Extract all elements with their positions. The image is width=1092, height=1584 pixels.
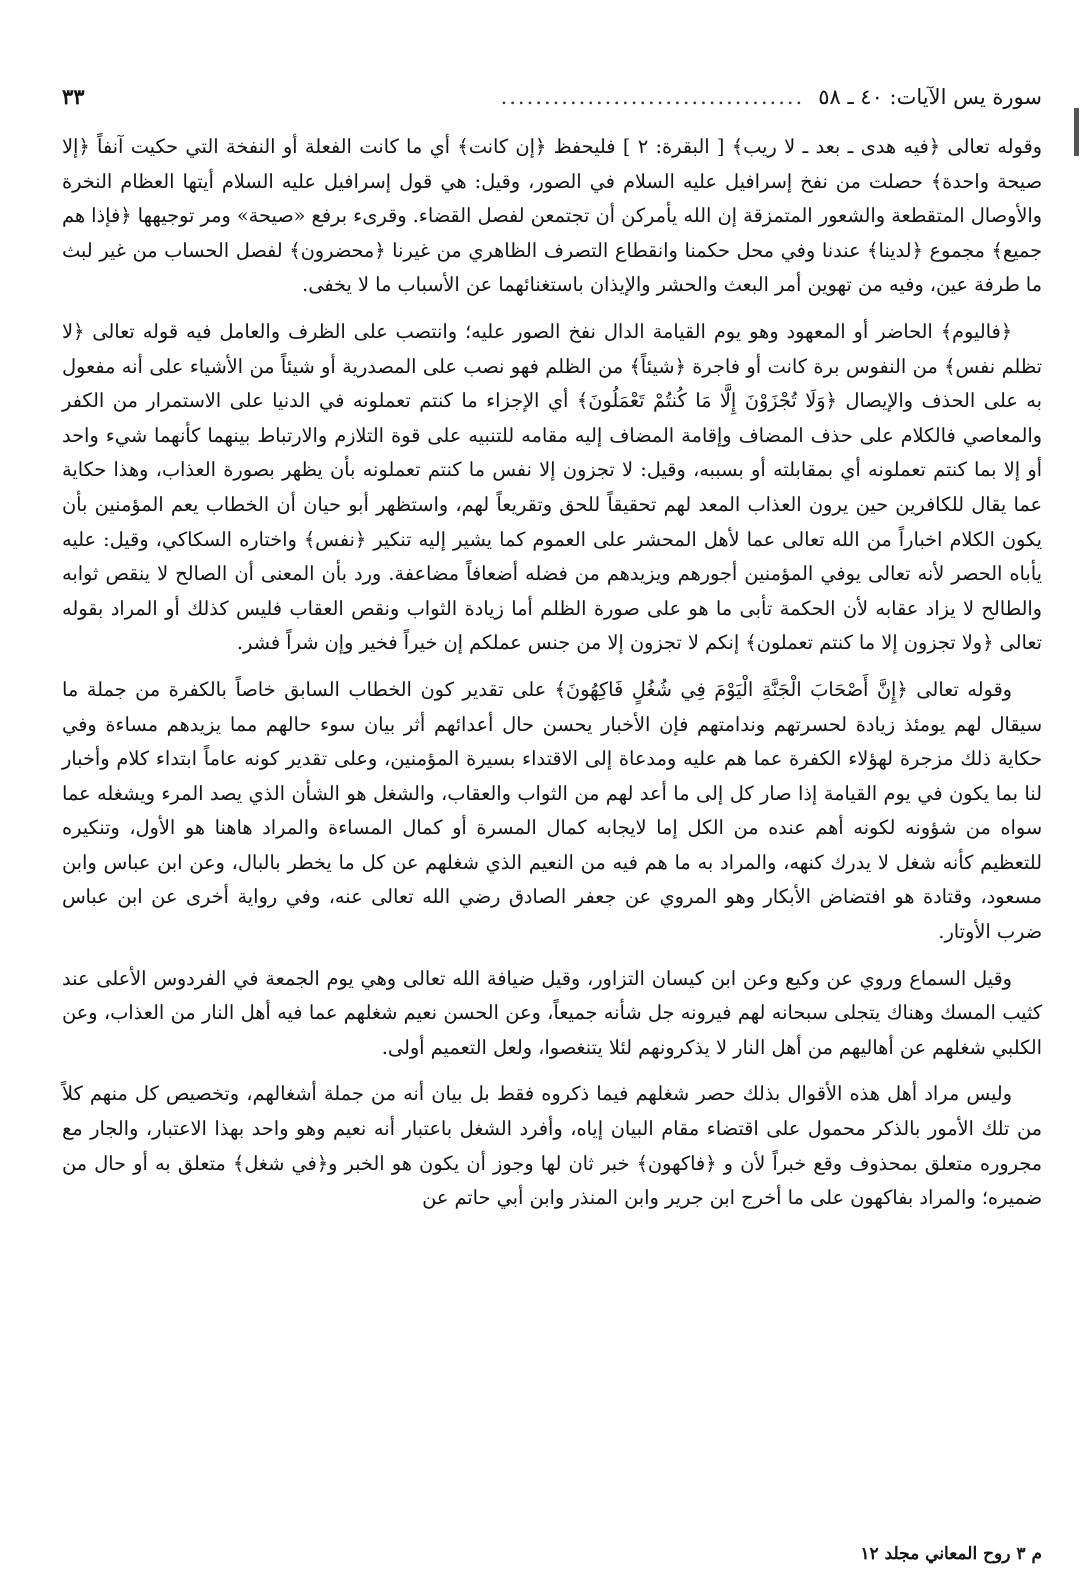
- surah-title: سورة يس الآيات: ٤٠ ـ ٥٨: [818, 85, 1042, 109]
- paragraph-3: وقوله تعالى ﴿إِنَّ أَصْحَابَ الْجَنَّةِ الْيَوْمَ فِي شُغُلٍ فَاكِهُونَ﴾ على تقدير كون الخطاب السابق خاصاً بالكفرة من جملة ما سيقال لهم يومئذ زيادة لحسرتهم وندامتهم فإن الأخبار يحسن حال أعدائهم أثر بيان سوء حالهم مما يزيدهم مساءة وفي حكاية ذلك مزجرة لهؤلاء الكفرة عما هم عليه ومدعاة إلى الاقتداء بسيرة المؤمنين، وعلى تقدير كونه عاماً ابتداء كلام وأخبار لنا بما يكون في يوم القيامة إذا صار كل إلى ما أعد لهم من الثواب والعقاب، والشغل هو الشأن الذي يصد المرء ويشغله عما سواه من شؤونه لكونه أهم عنده من الكل إما لايجابه كمال المسرة أو كمال المساءة والمراد هاهنا هو الأول، وتنكيره للتعظيم كأنه شغل لا يدرك كنهه، والمراد به ما هم فيه من النعيم الذي شغلهم عن كل ما يخطر بالبال، وعن ابن عباس وابن مسعود، وقتادة هو افتضاض الأبكار وهو المروي عن جعفر الصادق رضي الله تعالى عنه، وفي رواية أخرى عن ابن عباس ضرب الأوتار.: [62, 677, 1042, 944]
- volume-signature: م ٣ روح المعاني مجلد ١٢: [860, 1544, 1042, 1564]
- running-header: [62, 84, 1042, 124]
- paragraph-2: ﴿فاليوم﴾ الحاضر أو المعهود وهو يوم القيامة الدال نفخ الصور عليه؛ وانتصب على الظرف والعامل فيه قوله تعالى ﴿لا تظلم نفس﴾ من النفوس برة كانت أو فاجرة ﴿شيئاً﴾ من الظلم فهو نصب على المصدرية أو شيئاً من الأشياء على أنه مفعول به على الحذف والإيصال ﴿وَلَا تُجْزَوْنَ إِلَّا مَا كُنتُمْ تَعْمَلُونَ﴾ أي الإجزاء ما كنتم تعملونه في الدنيا على الاستمرار من الكفر والمعاصي فالكلام على حذف المضاف وإقامة المضاف إليه مقامه للتنبيه على قوة التلازم والارتباط بينهما كأنهما شيء واحد أو إلا بما كنتم تعملونه أي بمقابلته أو بسببه، وقيل: لا تجزون إلا نفس ما كنتم تعملونه بأن يظهر بصورة العذاب، وهذا حكاية عما يقال للكافرين حين يرون العذاب المعد لهم تحقيقاً للحق وتقريعاً لهم، واستظهر أبو حيان أن الخطاب يعم المؤمنين بأن يكون الكلام اخباراً من الله تعالى عما لأهل المحشر على العموم كما يشير إليه تنكير ﴿نفس﴾ واختاره السكاكي، وقيل: عليه يأباه الحصر لأنه تعالى يوفي المؤمنين أجورهم ويزيدهم من فضله أضعافاً مضاعفة. ورد بأن المعنى أن الصالح لا ينقص ثوابه والطالح لا يزاد عقابه لأن الحكمة تأبى ما هو على صورة الظلم أما زيادة الثواب ونقص العقاب فليس كذلك أو المراد بقوله تعالى ﴿ولا تجزون إلا ما كنتم تعملون﴾ إنكم لا تجزون إلا من جنس عملكم إن خيراً فخير وإن شراً فشر.: [62, 319, 1042, 655]
- paragraph-5: وليس مراد أهل هذه الأقوال بذلك حصر شغلهم فيما ذكروه فقط بل بيان أنه من جملة أشغالهم، وتخصيص كل منهم كلاً من تلك الأمور بالذكر محمول على اقتضاء مقام البيان إياه، وأفرد الشغل باعتبار أنه نعيم وهو واحد بهذا الاعتبار، والجار مع مجروره متعلق بمحذوف وقع خبراً لأن و ﴿فاكهون﴾ خبر ثان لها وجوز أن يكون هو الخبر و﴿في شغل﴾ متعلق به أو حال من ضميره؛ والمراد بفاكهون على ما أخرج ابن جرير وابن المنذر وابن أبي حاتم عن: [62, 1082, 1042, 1210]
- leader-dots: ...................................: [500, 85, 805, 109]
- margin-mark: [1074, 108, 1079, 156]
- paragraph-1: وقوله تعالى ﴿فيه هدى ـ بعد ـ لا ريب﴾ [ البقرة: ٢ ] فليحفظ ﴿إن كانت﴾ أي ما كانت الفعلة أو النفخة التي حكيت آنفاً ﴿إلا صيحة واحدة﴾ حصلت من نفخ إسرافيل عليه السلام في الصور، وقيل: هي قول إسرافيل عليه السلام أيتها العظام النخرة والأوصال المتقطعة والشعور المتمزقة إن الله يأمركن أن تجتمعن لفصل القضاء. وقرىء برفع «صيحة» ومر توجيهها ﴿فإذا هم جميع﴾ مجموع ﴿لدينا﴾ عندنا وفي محل حكمنا وانقطاع التصرف الظاهري من غيرنا ﴿محضرون﴾ لفصل الحساب من غير لبث ما طرفة عين، وفيه من تهوين أمر البعث والحشر والإيذان باستغنائهما عن الأسباب ما لا يخفى.: [62, 135, 1042, 297]
- paragraph-4: وقيل السماع وروي عن وكيع وعن ابن كيسان التزاور، وقيل ضيافة الله تعالى وهي يوم الجمعة في الفردوس الأعلى عند كثيب المسك وهناك يتجلى سبحانه لهم فيرونه جل شأنه جميعاً، وعن الحسن نعيم شغلهم عما فيه أهل النار من العذاب، وعن الكلبي شغلهم عن أهاليهم من أهل النار لا يذكرونهم لئلا يتنغصوا، ولعل التعميم أولى.: [62, 966, 1042, 1059]
- book-page: [62, 84, 1042, 1564]
- page-number: ٣٣: [62, 84, 85, 109]
- footer: [62, 1544, 1042, 1564]
